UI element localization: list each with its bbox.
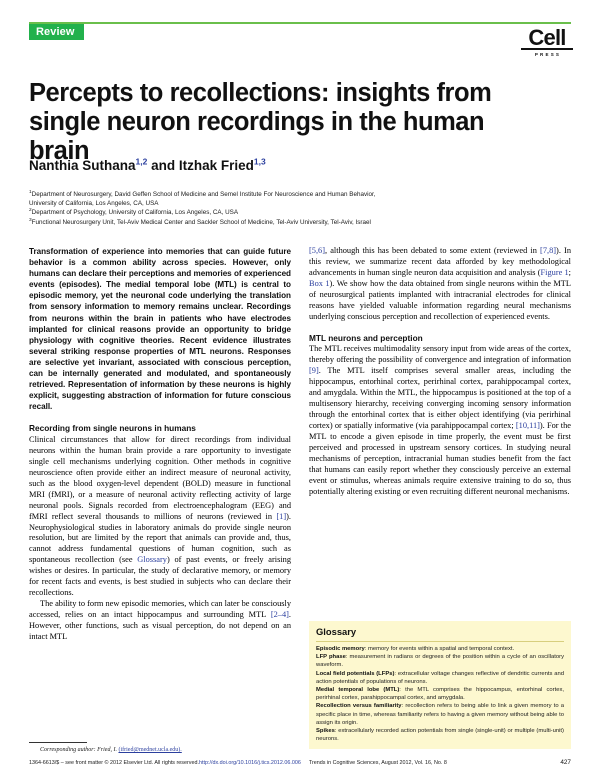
glossary-link[interactable]: Glossary xyxy=(137,555,167,565)
author-name-1: Nanthia Suthana xyxy=(29,158,136,173)
corresponding-author-footnote xyxy=(29,742,291,754)
affiliation-list xyxy=(29,190,574,227)
affiliation-item xyxy=(29,218,574,227)
glossary-entry xyxy=(316,653,564,669)
text-run: ). For the MTL to encode a given episode in time properly, the event must be first perceived and processed in upstream sensory cortices. In studying neural mechanisms of perception, intracranial human studies benefit from the fact that humans can easily report whether they consciously perceive an external event or stimulus, whereas animals require extensive training to do so, thus potentially altering existing or even recruiting different neuronal mechanisms. xyxy=(309,420,571,496)
page-number: 427 xyxy=(560,759,571,766)
affiliation-text: Department of Psychology, University of California, Los Angeles, CA, USA xyxy=(31,209,239,217)
page-footer xyxy=(29,759,571,767)
paragraph-continued xyxy=(309,246,571,323)
glossary-definition: : measurement in radians or degrees of the position within a cycle of an oscillatory waveform. xyxy=(316,654,564,669)
text-run: . However, other functions, such as visual perception, do not depend on an intact MTL xyxy=(29,610,291,642)
doi-link[interactable]: http://dx.doi.org/10.1016/j.tics.2012.06.006 xyxy=(198,760,301,766)
footnote-divider xyxy=(29,742,87,743)
text-run: The ability to form new episodic memories, which can later be consciously accessed, relies on an intact hippocampus and surrounding MTL xyxy=(29,599,291,620)
column-left xyxy=(29,246,291,643)
paragraph-recording-1 xyxy=(29,435,291,599)
affiliation-item xyxy=(29,190,574,199)
glossary-definition: : extracellularly recorded action potentials from single (single-unit) or multiple (multi-unit) neurons. xyxy=(316,728,564,743)
abstract: Transformation of experience into memories that can guide future behavior is a common ability across species. However, only humans can declare their perceptions and memories of experienced events (episodes). The medial temporal lobe (MTL) is central to episodic memory, yet the neuronal code underlying the translation from sensory information to memory remains unclear. Recordings from neurons within the brain in patients who have electrodes implanted for clinical reasons provide an opportunity to bridge physiology with cognitive theories. Recent evidence illustrates several striking response properties of MTL neurons. Responses are selective yet invariant, associated with conscious perception, can be internally generated and modulated, and spontaneously retrieved. Representation of information by these neurons is highly explicit, suggesting abstraction of information for future conscious recall. xyxy=(29,247,291,412)
glossary-entry xyxy=(316,670,564,686)
citation-link-9[interactable]: [9] xyxy=(309,366,319,376)
affiliation-marker: 3 xyxy=(29,217,32,223)
figure-1-link[interactable]: Figure 1 xyxy=(540,267,569,277)
glossary-term: LFP phase xyxy=(316,654,346,661)
footnote-author: Fried, I. xyxy=(97,746,117,753)
column-right xyxy=(309,246,571,498)
text-run: The MTL receives multimodality sensory input from wide areas of the cortex, thereby offering the possibility of convergence and integration of information xyxy=(309,344,571,365)
glossary-term: Medial temporal lobe (MTL) xyxy=(316,687,400,694)
author-conjunction: and xyxy=(151,158,176,173)
glossary-definition: : extracellular voltage changes reflective of dendritic currents and action potentials of populations of neurons. xyxy=(316,670,564,685)
citation-link-7-8[interactable]: [7,8] xyxy=(540,246,557,255)
section-heading-mtl: MTL neurons and perception xyxy=(309,332,423,343)
text-run: ) of past events, or freely arising wishes or desires. In particular, the study of declarative memory, or memory for recent facts and events, is best studied in subjects who can declare their recollections. xyxy=(29,555,292,598)
section-heading-recording: Recording from single neurons in humans xyxy=(29,423,196,434)
text-run: . The MTL itself comprises several smaller areas, including the hippocampus, entorhinal cortex, perirhinal cortex, parahippocampal cortex, and amygdala. Within the MTL, the hippocampus is positioned at the top of a multisensory hierarchy, receiving converging incoming sensory information through the entorhinal cortex that is either object identifying (via perirhinal cortex) or spatially informative (via parahippocampal cortex; xyxy=(309,366,571,430)
footnote-text xyxy=(29,746,291,754)
copyright-text: 1364-6613/$ – see front matter © 2012 Elsevier Ltd. All rights reserved. xyxy=(29,760,199,766)
text-run: Clinical circumstances that allow for direct recordings from individual neurons within the human brain provide a rare opportunity to investigate single cell mechanisms underlying cognition. Other methods in cognitive neuroscience often provide either an indirect measure of neuronal activity, such as the blood oxygen-level dependent (BOLD) measure in functional MRI (fMRI), or a measure of neuronal activity reflecting activity of large neuronal pools. Signals recorded from electroencephalogram (EEG) and fMRI reflect several thousands to millions of neurons (reviewed in xyxy=(29,434,291,521)
cell-press-logo-word: Cell xyxy=(521,27,573,50)
glossary-entry xyxy=(316,727,564,743)
paragraph-spacer xyxy=(309,323,571,333)
text-run: ; xyxy=(568,267,571,277)
glossary-term: Recollection versus familiarity xyxy=(316,703,402,710)
citation-link-2-4[interactable]: [2–4] xyxy=(270,610,289,620)
glossary-title: Glossary xyxy=(316,626,564,642)
text-run: , although this has been debated to some extent (reviewed in xyxy=(325,246,541,255)
paragraph-recording-2 xyxy=(29,599,291,643)
text-run: ). Neurophysiological studies in laboratory animals do provide single neuron resolution, but are limited by the report that animals can provide and, thus, cannot address fundamental questions of human cognition, such as spontaneous recollection (see xyxy=(29,511,291,565)
header-band xyxy=(29,22,571,41)
paragraph-mtl-1 xyxy=(309,344,571,497)
glossary-term: Local field potentials (LFPs) xyxy=(316,670,395,677)
glossary-box xyxy=(309,621,571,749)
affiliation-marker: 2 xyxy=(29,208,32,214)
glossary-definition: : recollection refers to being able to link a given memory to a specific place in time, whereas familiarity refers to having a given memory without being able to assign its origin. xyxy=(316,703,564,726)
glossary-entry xyxy=(316,686,564,702)
cell-press-logo xyxy=(521,27,573,57)
author-name-2: Itzhak Fried xyxy=(178,158,254,173)
header-green-rule xyxy=(29,22,571,24)
glossary-entry xyxy=(316,645,564,653)
page-title: Percepts to recollections: insights from single neuron recordings in the human brain xyxy=(29,79,492,166)
glossary-entry xyxy=(316,702,564,727)
affiliation-text: Functional Neurosurgery Unit, Tel-Aviv Medical Center and Sackler School of Medicine, Tel-Aviv University, Tel-Aviv, Israel xyxy=(31,218,371,226)
cell-press-logo-sub: PRESS xyxy=(534,51,562,57)
affiliation-text-cont: University of California, Los Angeles, CA, USA xyxy=(29,200,159,208)
box-1-link[interactable]: Box 1 xyxy=(309,278,330,288)
text-run: ). We show how the data obtained from single neurons within the MTL of neurosurgical patients implanted with intracranial electrodes for clinical reasons have yielded valuable information regarding neural mechanisms underlying conscious perception and recollection of experienced events. xyxy=(309,278,571,321)
footnote-label: Corresponding author: xyxy=(40,746,96,753)
author-affiliation-marker-1: 1,2 xyxy=(135,156,148,167)
email-link[interactable]: (ifried@mednet.ucla.edu). xyxy=(118,746,182,753)
glossary-definition: : the MTL comprises the hippocampus, entorhinal cortex, perirhinal cortex, parahippocampal cortex, and amygdala. xyxy=(316,687,564,702)
journal-citation: Trends in Cognitive Sciences, August 2012, Vol. 16, No. 8 xyxy=(308,760,447,766)
text-run: ). In this review, we summarize recent data afforded by key methodological advancements in human single neuron data acquisition and analysis ( xyxy=(309,246,572,277)
glossary-definition: : memory for events within a spatial and temporal context. xyxy=(364,646,515,652)
citation-link-5-6[interactable]: [5,6] xyxy=(309,246,325,255)
affiliation-marker: 1 xyxy=(29,189,32,195)
affiliation-item-cont xyxy=(29,199,574,208)
article-type-badge: Review xyxy=(29,24,84,40)
affiliation-text: Department of Neurosurgery, David Geffen School of Medicine and Semel Institute For Neuroscience and Human Behavior, xyxy=(31,191,376,198)
glossary-term: Spikes xyxy=(316,728,335,735)
glossary-term: Episodic memory xyxy=(316,646,365,652)
author-list xyxy=(29,158,569,174)
citation-link-1[interactable]: [1] xyxy=(276,511,287,521)
citation-link-10-11[interactable]: [10,11] xyxy=(515,420,540,430)
affiliation-item xyxy=(29,208,574,217)
author-affiliation-marker-2: 1,3 xyxy=(253,156,266,167)
